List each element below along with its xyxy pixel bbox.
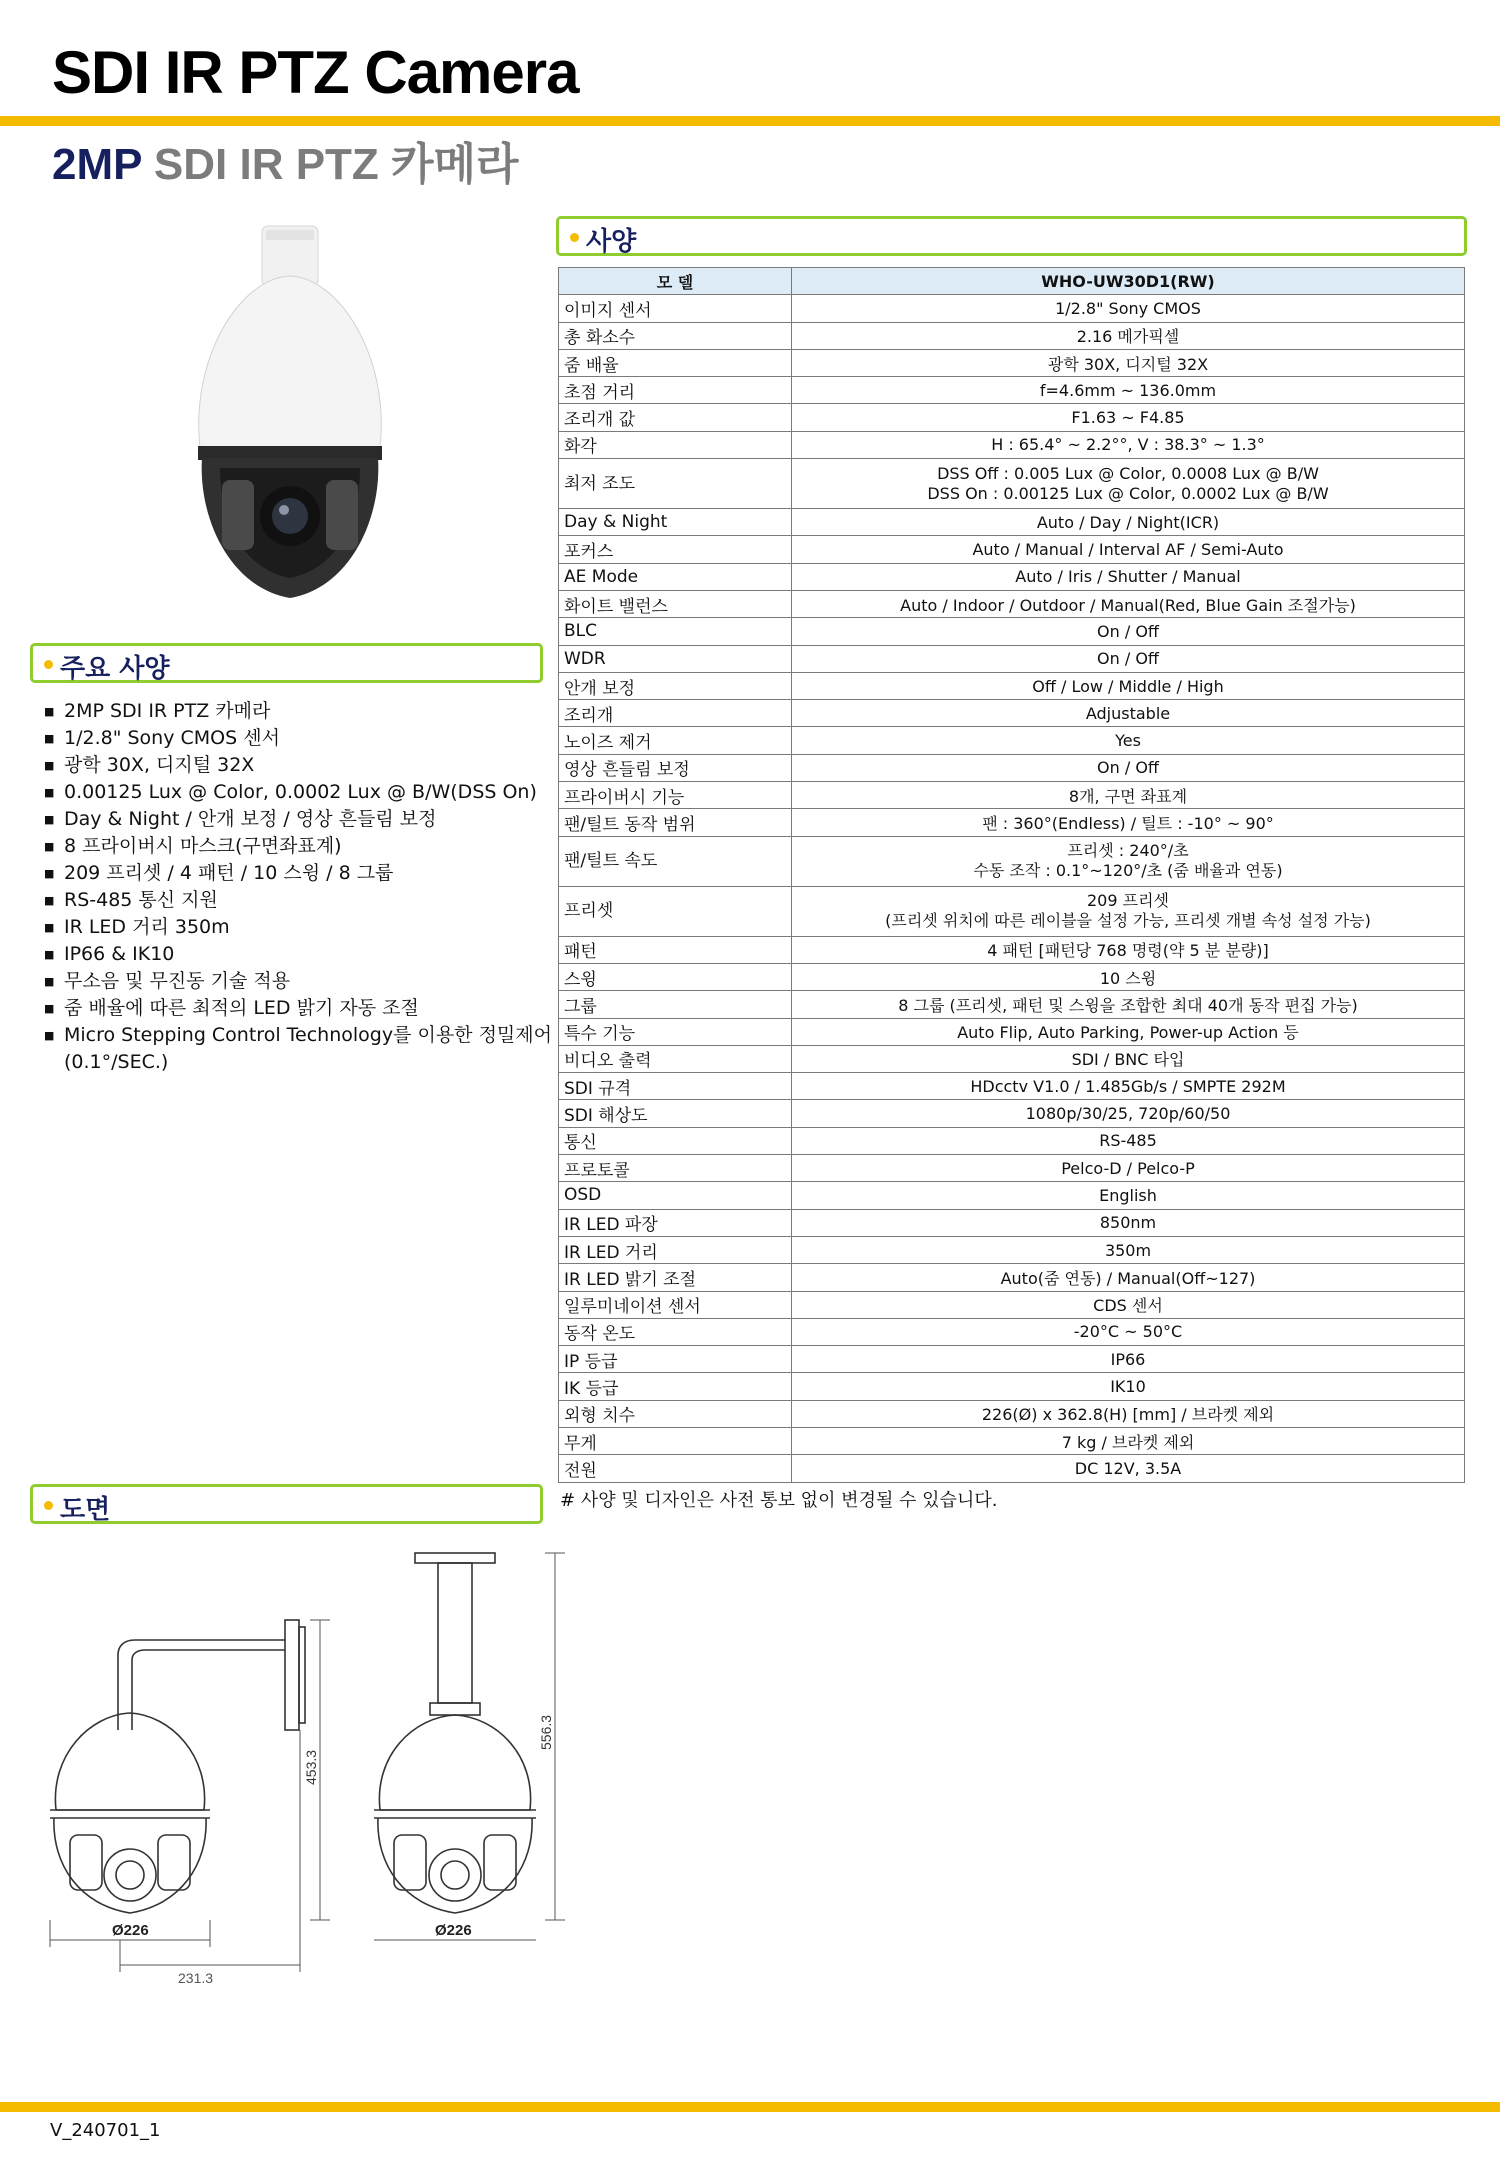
spec-value-cell xyxy=(792,1373,1465,1400)
spec-value-line: 프리셋 : 240°/초 xyxy=(1067,841,1189,861)
dim-bracket-width: 231.3 xyxy=(178,1970,214,1986)
spec-value-cell xyxy=(792,404,1465,431)
spec-value-line: -20°C ~ 50°C xyxy=(1073,1322,1183,1342)
spec-value-cell xyxy=(792,754,1465,781)
spec-value-cell xyxy=(792,836,1465,886)
square-bullet-icon: ■ xyxy=(44,732,55,745)
features-section-header xyxy=(30,643,543,683)
table-row xyxy=(559,1018,1465,1045)
spec-value-line: 850nm xyxy=(1099,1213,1157,1233)
table-row xyxy=(559,1400,1465,1427)
spec-value-line: CDS 센서 xyxy=(1093,1296,1163,1316)
spec-name-cell: 특수 기능 xyxy=(559,1018,792,1045)
spec-name-cell: 조리개 값 xyxy=(559,404,792,431)
spec-name-cell: Day & Night xyxy=(559,509,792,536)
spec-value-line: On / Off xyxy=(1097,758,1159,778)
spec-value-cell xyxy=(792,886,1465,936)
spec-value-line: 1080p/30/25, 720p/60/50 xyxy=(1025,1104,1231,1124)
table-row xyxy=(559,991,1465,1018)
spec-name-cell: 패턴 xyxy=(559,936,792,963)
spec-name-cell: IK 등급 xyxy=(559,1373,792,1400)
table-row xyxy=(559,536,1465,563)
spec-value-line: (프리셋 위치에 따른 레이블을 설정 가능, 프리셋 개별 속성 설정 가능) xyxy=(885,911,1371,931)
spec-name-cell: SDI 해상도 xyxy=(559,1100,792,1127)
square-bullet-icon: ■ xyxy=(44,894,55,907)
spec-value-cell xyxy=(792,295,1465,322)
spec-value-line: Auto / Manual / Interval AF / Semi-Auto xyxy=(972,540,1284,560)
table-row xyxy=(559,645,1465,672)
square-bullet-icon: ■ xyxy=(44,705,55,718)
feature-item: ■ 209 프리셋 / 4 패턴 / 10 스윙 / 8 그룹 xyxy=(44,860,564,887)
square-bullet-icon: ■ xyxy=(44,867,55,880)
feature-item: ■ 줌 배율에 따른 최적의 LED 밝기 자동 조절 xyxy=(44,995,564,1022)
spec-name-cell: 팬/틸트 동작 범위 xyxy=(559,809,792,836)
dimension-drawing xyxy=(20,1535,580,2005)
spec-value-cell xyxy=(792,509,1465,536)
spec-value-line: f=4.6mm ~ 136.0mm xyxy=(1039,380,1217,400)
feature-item: ■ Micro Stepping Control Technology를 이용한 정밀제어(0.1°/SEC.) xyxy=(44,1022,564,1076)
spec-value-line: 8 그룹 (프리셋, 패턴 및 스윙을 조합한 최대 40개 동작 편집 가능) xyxy=(898,995,1358,1015)
spec-name-cell: IR LED 거리 xyxy=(559,1236,792,1263)
spec-name-cell: 프라이버시 기능 xyxy=(559,782,792,809)
subtitle-text: SDI IR PTZ 카메라 xyxy=(141,140,519,189)
table-row xyxy=(559,1346,1465,1373)
spec-name-cell: IR LED 밝기 조절 xyxy=(559,1264,792,1291)
spec-value-cell xyxy=(792,727,1465,754)
table-row xyxy=(559,377,1465,404)
spec-name-cell: 화이트 밸런스 xyxy=(559,590,792,617)
square-bullet-icon: ■ xyxy=(44,759,55,772)
spec-value-cell xyxy=(792,349,1465,376)
square-bullet-icon: ■ xyxy=(44,948,55,961)
spec-name-cell: 전원 xyxy=(559,1455,792,1482)
spec-section-title: 사양 xyxy=(586,227,637,257)
table-row xyxy=(559,509,1465,536)
spec-value-line: On / Off xyxy=(1097,649,1159,669)
version-label: V_240701_1 xyxy=(50,2120,161,2141)
spec-name-cell: 영상 흔들림 보정 xyxy=(559,754,792,781)
table-row xyxy=(559,1045,1465,1072)
table-row xyxy=(559,1073,1465,1100)
spec-name-cell: 무게 xyxy=(559,1427,792,1454)
feature-item: ■ IP66 & IK10 xyxy=(44,941,564,968)
dim-height-left: 453.3 xyxy=(303,1749,319,1785)
table-row xyxy=(559,404,1465,431)
square-bullet-icon: ■ xyxy=(44,840,55,853)
spec-value-cell xyxy=(792,1155,1465,1182)
spec-name-cell: 화각 xyxy=(559,431,792,458)
bullet-dot-icon xyxy=(570,233,579,242)
spec-value-line: On / Off xyxy=(1097,621,1159,641)
spec-value-line: 2.16 메가픽셀 xyxy=(1076,327,1180,347)
spec-name-cell: 팬/틸트 속도 xyxy=(559,836,792,886)
spec-table xyxy=(558,267,1465,1483)
spec-value-line: F1.63 ~ F4.85 xyxy=(1071,408,1185,428)
spec-value-line: Off / Low / Middle / High xyxy=(1032,676,1224,696)
feature-item: ■ 무소음 및 무진동 기술 적용 xyxy=(44,968,564,995)
spec-value-cell xyxy=(792,1346,1465,1373)
spec-value-line: 7 kg / 브라켓 제외 xyxy=(1061,1432,1195,1452)
spec-value-cell xyxy=(792,322,1465,349)
table-header-row xyxy=(559,268,1465,295)
spec-name-cell: OSD xyxy=(559,1182,792,1209)
square-bullet-icon: ■ xyxy=(44,1029,55,1042)
spec-name-cell: 프리셋 xyxy=(559,886,792,936)
spec-value-line: 350m xyxy=(1104,1240,1152,1260)
spec-value-cell xyxy=(792,809,1465,836)
spec-value-line: Auto Flip, Auto Parking, Power-up Action 등 xyxy=(957,1023,1299,1043)
product-photo xyxy=(170,218,410,608)
page-title: SDI IR PTZ Camera xyxy=(52,39,579,106)
table-row xyxy=(559,590,1465,617)
spec-value-line: 226(Ø) x 362.8(H) [mm] / 브라켓 제외 xyxy=(981,1405,1275,1425)
spec-value-cell xyxy=(792,1018,1465,1045)
spec-value-cell xyxy=(792,1291,1465,1318)
spec-value-line: Auto / Iris / Shutter / Manual xyxy=(1015,567,1241,587)
spec-name-cell: AE Mode xyxy=(559,563,792,590)
spec-value-cell xyxy=(792,563,1465,590)
feature-item: ■ IR LED 거리 350m xyxy=(44,914,564,941)
spec-name-cell: 동작 온도 xyxy=(559,1318,792,1345)
dim-diameter-left: Ø226 xyxy=(112,1922,149,1939)
feature-item: ■ 0.00125 Lux @ Color, 0.0002 Lux @ B/W(DSS On) xyxy=(44,779,564,806)
spec-name-cell: 최저 조도 xyxy=(559,459,792,509)
drawing-section-header xyxy=(30,1484,543,1524)
spec-value-line: DC 12V, 3.5A xyxy=(1074,1458,1182,1478)
spec-name-cell: WDR xyxy=(559,645,792,672)
spec-value-cell xyxy=(792,431,1465,458)
drawing-section-title: 도면 xyxy=(60,1495,111,1525)
spec-name-cell: 노이즈 제거 xyxy=(559,727,792,754)
table-row xyxy=(559,754,1465,781)
table-row xyxy=(559,1182,1465,1209)
dim-height-right: 556.3 xyxy=(538,1714,554,1750)
square-bullet-icon: ■ xyxy=(44,786,55,799)
table-row xyxy=(559,459,1465,509)
spec-value-line: Yes xyxy=(1115,731,1141,751)
feature-item: ■ 2MP SDI IR PTZ 카메라 xyxy=(44,698,564,725)
spec-name-cell: IR LED 파장 xyxy=(559,1209,792,1236)
spec-name-cell: 비디오 출력 xyxy=(559,1045,792,1072)
header-model-value: WHO-UW30D1(RW) xyxy=(792,268,1465,295)
spec-value-cell xyxy=(792,672,1465,699)
spec-name-cell: 이미지 센서 xyxy=(559,295,792,322)
footer-rule xyxy=(0,2102,1500,2112)
spec-value-cell xyxy=(792,1455,1465,1482)
disclaimer-note: # 사양 및 디자인은 사전 통보 없이 변경될 수 있습니다. xyxy=(560,1490,998,1511)
spec-value-cell xyxy=(792,1400,1465,1427)
table-row xyxy=(559,1236,1465,1263)
page-subtitle xyxy=(52,128,519,192)
spec-value-cell xyxy=(792,1045,1465,1072)
spec-value-line: H : 65.4° ~ 2.2°°, V : 38.3° ~ 1.3° xyxy=(991,435,1265,455)
spec-value-line: HDcctv V1.0 / 1.485Gb/s / SMPTE 292M xyxy=(970,1076,1286,1096)
table-row xyxy=(559,809,1465,836)
header-rule xyxy=(0,116,1500,126)
spec-name-cell: SDI 규격 xyxy=(559,1073,792,1100)
spec-value-cell xyxy=(792,782,1465,809)
spec-value-line: Auto / Indoor / Outdoor / Manual(Red, Blue Gain 조절가능) xyxy=(900,595,1356,615)
square-bullet-icon: ■ xyxy=(44,975,55,988)
spec-value-line: 4 패턴 [패턴당 768 명령(약 5 분 분량)] xyxy=(987,941,1269,961)
table-row xyxy=(559,727,1465,754)
table-row xyxy=(559,672,1465,699)
spec-value-cell xyxy=(792,700,1465,727)
table-row xyxy=(559,1264,1465,1291)
table-row xyxy=(559,836,1465,886)
spec-value-cell xyxy=(792,1100,1465,1127)
spec-value-line: 8개, 구면 좌표계 xyxy=(1068,786,1188,806)
square-bullet-icon: ■ xyxy=(44,1002,55,1015)
table-row xyxy=(559,1100,1465,1127)
square-bullet-icon: ■ xyxy=(44,921,55,934)
spec-value-cell xyxy=(792,536,1465,563)
spec-value-line: IP66 xyxy=(1110,1349,1146,1369)
spec-value-cell xyxy=(792,377,1465,404)
spec-value-line: DSS Off : 0.005 Lux @ Color, 0.0008 Lux @ B/W xyxy=(937,463,1319,483)
table-row xyxy=(559,1373,1465,1400)
table-row xyxy=(559,936,1465,963)
spec-value-line: 광학 30X, 디지털 32X xyxy=(1047,354,1209,374)
spec-value-cell xyxy=(792,1182,1465,1209)
spec-section-header xyxy=(556,216,1467,256)
table-row xyxy=(559,1291,1465,1318)
spec-value-cell xyxy=(792,1073,1465,1100)
spec-value-cell xyxy=(792,590,1465,617)
bullet-dot-icon xyxy=(44,1501,53,1510)
feature-item: ■ Day & Night / 안개 보정 / 영상 흔들림 보정 xyxy=(44,806,564,833)
spec-value-line: 10 스윙 xyxy=(1099,968,1157,988)
spec-name-cell: 일루미네이션 센서 xyxy=(559,1291,792,1318)
feature-item: ■ 8 프라이버시 마스크(구면좌표계) xyxy=(44,833,564,860)
table-row xyxy=(559,782,1465,809)
spec-value-cell xyxy=(792,1127,1465,1154)
table-row xyxy=(559,349,1465,376)
spec-name-cell: 안개 보정 xyxy=(559,672,792,699)
spec-value-line: Auto / Day / Night(ICR) xyxy=(1036,512,1220,532)
dim-diameter-right: Ø226 xyxy=(435,1922,472,1939)
bullet-dot-icon xyxy=(44,660,53,669)
table-row xyxy=(559,1127,1465,1154)
table-row xyxy=(559,963,1465,990)
square-bullet-icon: ■ xyxy=(44,813,55,826)
spec-name-cell: 줌 배율 xyxy=(559,349,792,376)
table-row xyxy=(559,295,1465,322)
spec-value-line: DSS On : 0.00125 Lux @ Color, 0.0002 Lux @ B/W xyxy=(927,483,1329,503)
spec-value-cell xyxy=(792,1209,1465,1236)
spec-value-cell xyxy=(792,1427,1465,1454)
spec-value-cell xyxy=(792,936,1465,963)
spec-name-cell: 스윙 xyxy=(559,963,792,990)
spec-value-cell xyxy=(792,991,1465,1018)
header-model-label: 모 델 xyxy=(559,268,792,295)
spec-value-line: Adjustable xyxy=(1085,703,1171,723)
table-row xyxy=(559,563,1465,590)
feature-item: ■ RS-485 통신 지원 xyxy=(44,887,564,914)
spec-name-cell: 외형 치수 xyxy=(559,1400,792,1427)
spec-value-line: Pelco-D / Pelco-P xyxy=(1061,1158,1195,1178)
spec-name-cell: 그룹 xyxy=(559,991,792,1018)
features-list xyxy=(44,698,564,1076)
subtitle-prefix: 2MP xyxy=(52,140,142,189)
table-row xyxy=(559,1209,1465,1236)
table-row xyxy=(559,700,1465,727)
table-row xyxy=(559,431,1465,458)
table-row xyxy=(559,322,1465,349)
spec-name-cell: 조리개 xyxy=(559,700,792,727)
spec-value-cell xyxy=(792,1236,1465,1263)
table-row xyxy=(559,1318,1465,1345)
table-row xyxy=(559,1455,1465,1482)
table-row xyxy=(559,886,1465,936)
spec-value-cell xyxy=(792,963,1465,990)
spec-name-cell: IP 등급 xyxy=(559,1346,792,1373)
spec-value-line: RS-485 xyxy=(1099,1131,1157,1151)
spec-value-line: 1/2.8" Sony CMOS xyxy=(1055,298,1201,318)
spec-value-cell xyxy=(792,1264,1465,1291)
spec-name-cell: 포커스 xyxy=(559,536,792,563)
spec-value-cell xyxy=(792,459,1465,509)
spec-name-cell: 프로토콜 xyxy=(559,1155,792,1182)
feature-item: ■ 1/2.8" Sony CMOS 센서 xyxy=(44,725,564,752)
spec-value-cell xyxy=(792,618,1465,645)
spec-value-line: IK10 xyxy=(1110,1377,1146,1397)
spec-value-line: English xyxy=(1099,1185,1157,1205)
spec-value-line: 209 프리셋 xyxy=(1087,891,1169,911)
table-row xyxy=(559,1427,1465,1454)
spec-value-line: SDI / BNC 타입 xyxy=(1071,1050,1185,1070)
feature-item: ■ 광학 30X, 디지털 32X xyxy=(44,752,564,779)
spec-name-cell: BLC xyxy=(559,618,792,645)
spec-value-cell xyxy=(792,645,1465,672)
spec-name-cell: 통신 xyxy=(559,1127,792,1154)
features-section-title: 주요 사양 xyxy=(60,654,170,684)
spec-name-cell: 총 화소수 xyxy=(559,322,792,349)
table-row xyxy=(559,1155,1465,1182)
spec-value-line: Auto(줌 연동) / Manual(Off~127) xyxy=(1000,1268,1256,1288)
table-row xyxy=(559,618,1465,645)
spec-name-cell: 초점 거리 xyxy=(559,377,792,404)
spec-value-line: 팬 : 360°(Endless) / 틸트 : -10° ~ 90° xyxy=(982,813,1274,833)
spec-value-cell xyxy=(792,1318,1465,1345)
spec-value-line: 수동 조작 : 0.1°~120°/초 (줌 배율과 연동) xyxy=(973,861,1283,881)
